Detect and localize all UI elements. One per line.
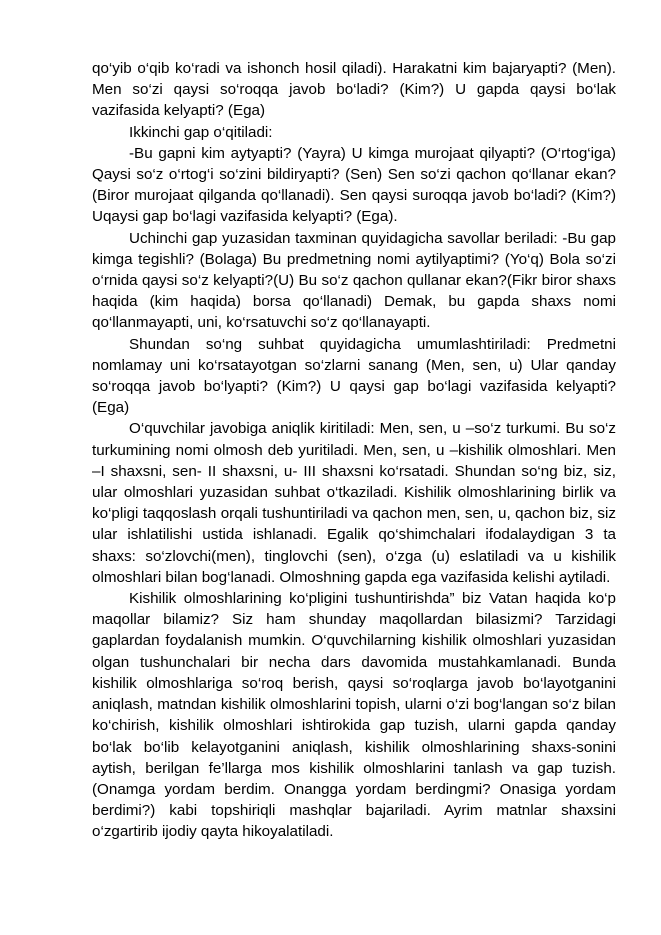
paragraph-2: Ikkinchi gap o‘qitiladi: <box>129 123 273 141</box>
paragraph-1: qo‘yib o‘qib ko‘radi va ishonch hosil qiladi). Harakatni kim bajaryapti? (Men). Men so‘zi qaysi so‘roqqa javob bo‘ladi? (Kim?) U gapda qaysi bo‘lak vazifasida kelyapti? (Ega) <box>92 60 616 120</box>
paragraph-5: Shundan so‘ng suhbat quyidagicha umumlashtiriladi: Predmetni nomlamay uni ko‘rsatayotgan so‘zlarni sanang (Men, sen, u) Ular qanday so‘roqqa javob bo‘lyapti? (Kim?) U qaysi gap bo‘lagi vazifasida kelyapti? (Ega) <box>92 335 616 417</box>
paragraph-3: -Bu gapni kim aytyapti? (Yayra) U kimga murojaat qilyapti? (O‘rtog‘iga) Qaysi so‘z o‘rtog‘i so‘zini bildiryapti? (Sen) Sen so‘zi qachon qo‘llanar ekan? (Biror murojaat qilganda qo‘llanadi). Sen qaysi suroqqa javob bo‘ladi? (Kim?) Uqaysi gap bo‘lagi vazifasida kelyapti? (Ega). <box>92 144 616 226</box>
paragraph-6: O‘quvchilar javobiga aniqlik kiritiladi: Men, sen, u –so‘z turkumi. Bu so‘z turkumining nomi olmosh deb yuritiladi. Men, sen, u –kishilik olmoshlari. Men –I shaxsni, sen- II shaxsni, u- III shaxsni ko‘rsatadi. Shundan so‘ng biz, siz, ular olmoshlari yuzasidan suhbat o‘tkaziladi. Kishilik olmoshlarining birlik va ko‘pligi taqqoslash orqali tushuntiriladi va qachon men, sen, u, qachon biz, siz ular ishlatilishi ustida ishlanadi. Egalik qo‘shimchalari ifodalaydigan 3 ta shaxs: so‘zlovchi(men), tinglovchi (sen), o‘zga (u) eslatiladi va u kishilik olmoshlari bilan bog‘lanadi. Olmoshning gapda ega vazifasida kelishi aytiladi. <box>92 420 616 586</box>
paragraph-7: Kishilik olmoshlarining ko‘pligini tushuntirishda” biz Vatan haqida ko‘p maqollar bilamiz? Siz ham shunday maqollardan bilasizmi? Tarzidagi gaplardan foydalanish mumkin. O‘quvchilarning kishilik olmoshlari yuzasidan olgan tushunchalari bir necha dars davomida mustahkamlanadi. Bunda kishilik olmoshlariga so‘roq berish, qaysi so‘roqlarga javob bo‘layotganini aniqlash, matndan kishilik olmoshlarini topish, ularni o‘zi bog‘langan so‘z bilan ko‘chirish, kishilik olmoshlari ishtirokida gap tuzish, ularni gapda qanday bo‘lak bo‘lib kelayotganini aniqlash, kishilik olmoshlarining shaxs-sonini aytish, berilgan fe’llarga mos kishilik olmoshlarini tanlash va gap tuzish. (Onamga yordam berdim. Onangga yordam berdingmi? Onasiga yordam berdimi?) kabi topshiriqli mashqlar bajariladi. Ayrim matnlar shaxsini o‘zgartirib ijodiy qayta hikoyalatiladi. <box>92 590 616 841</box>
document-page <box>92 58 616 843</box>
paragraph-4: Uchinchi gap yuzasidan taxminan quyidagicha savollar beriladi: -Bu gap kimga tegishli? (Bolaga) Bu predmetning nomi aytilyaptimi? (Yo‘q) Bola so‘zi o‘rnida qaysi so‘z kelyapti?(U) Bu so‘z qachon qullanar ekan?(Fikr biror shaxs haqida (kim haqida) borsa qo‘llanadi) Demak, bu gapda shaxs nomi qo‘llanmayapti, uni, ko‘rsatuvchi so‘z qo‘llanayapti. <box>92 229 616 332</box>
